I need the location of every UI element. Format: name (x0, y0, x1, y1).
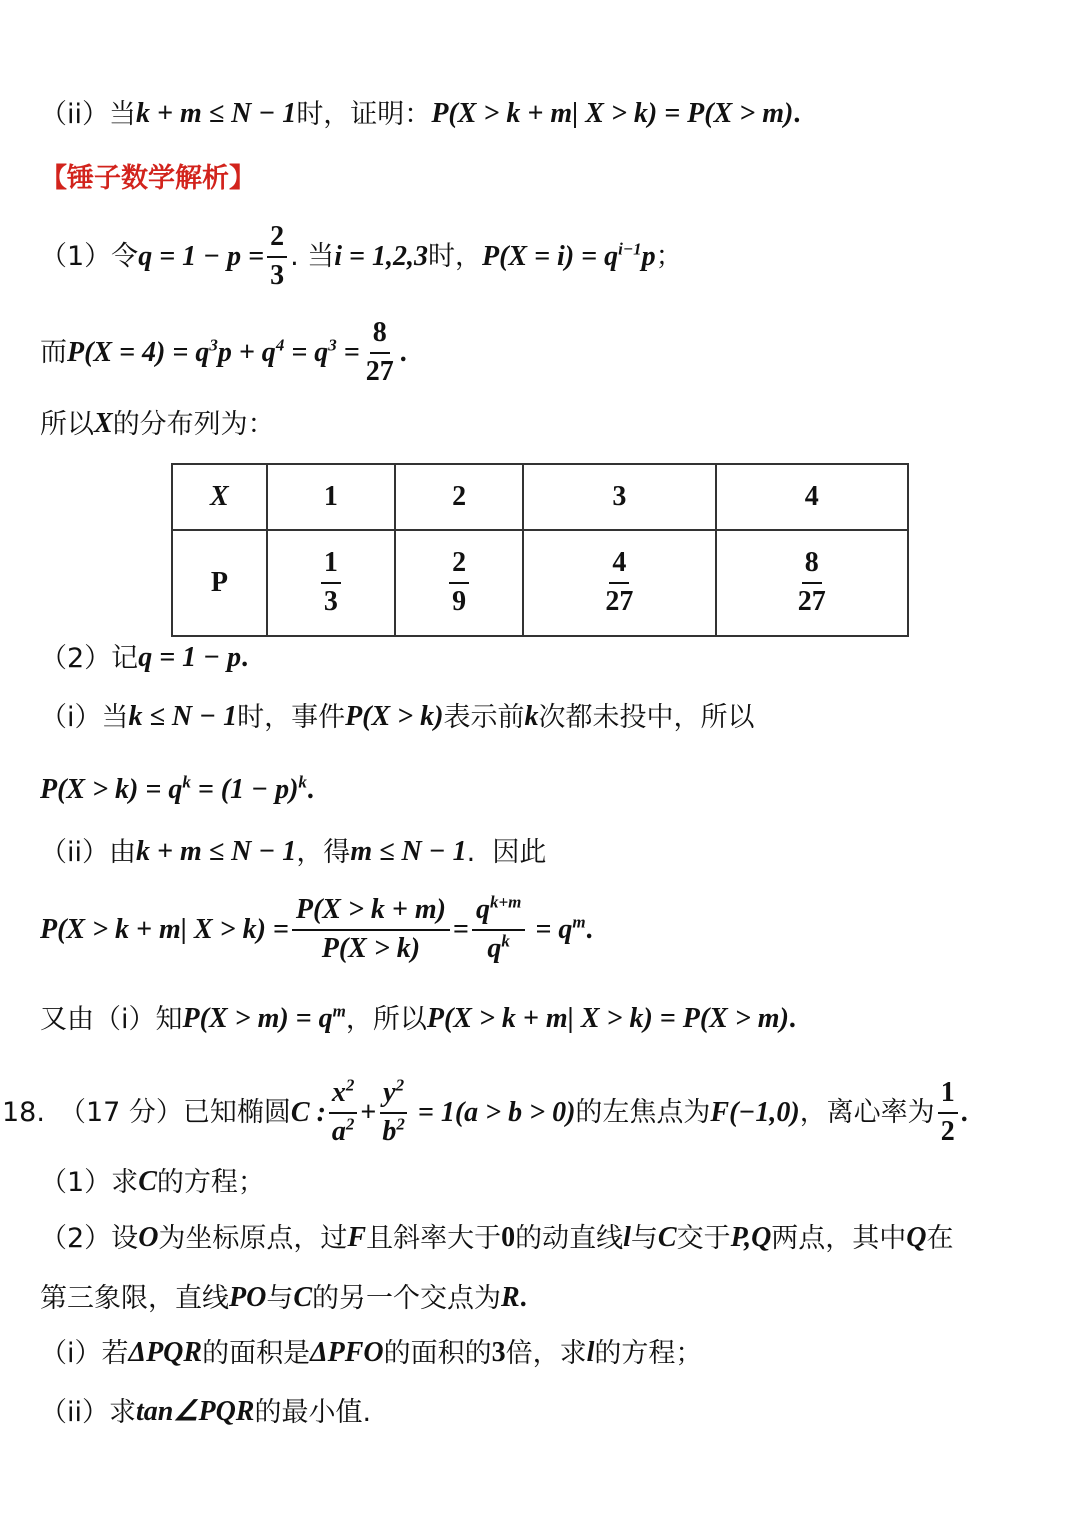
text: 与 (266, 1282, 294, 1314)
fraction-x2-a2 (329, 1075, 358, 1148)
table-header-cell: 1 (267, 464, 395, 530)
math-part: = q (528, 913, 573, 945)
text: 的面积是 (202, 1337, 311, 1369)
math-k: k (524, 701, 539, 732)
table-row (172, 464, 908, 530)
math-l: l (623, 1222, 631, 1253)
numerator: 8 (802, 548, 822, 584)
numerator: 4 (609, 548, 629, 584)
plus: + (360, 1096, 377, 1128)
question-number: 18. (2, 1097, 45, 1129)
solution-2-line (40, 644, 248, 672)
superscript: m (572, 912, 586, 932)
period: . (960, 1096, 968, 1128)
math-x: X (94, 408, 113, 439)
denominator: 27 (605, 586, 634, 617)
q18-part-ii-line (40, 1398, 371, 1426)
text: 与 (630, 1222, 658, 1254)
period: . (793, 98, 801, 129)
denominator: P(X > k) (321, 932, 421, 964)
period: . (241, 642, 249, 673)
text: . 因此 (466, 836, 547, 868)
denominator: 9 (452, 586, 467, 617)
math-lhs: P(X > k + m| X > k) = (40, 913, 289, 945)
superscript: k+m (489, 892, 522, 912)
superscript: 3 (209, 335, 218, 355)
text: 时，事件 (237, 701, 346, 733)
numerator (380, 1075, 407, 1114)
math-f: F (347, 1222, 367, 1253)
text: 表示前 (443, 701, 525, 733)
solution-2ii-formula (40, 892, 593, 965)
math-part: P(X > k) = q (40, 774, 183, 805)
math-condition: k + m ≤ N − 1 (136, 98, 297, 129)
solution-conclusion-line (40, 1001, 796, 1035)
text: 的左焦点为 (575, 1097, 711, 1129)
solution-2ii-line (40, 838, 546, 866)
text: 且斜率大于 (366, 1222, 502, 1254)
denominator: 3 (323, 586, 338, 617)
denominator: 3 (270, 259, 285, 291)
math-part: = (1 − p) (190, 774, 299, 805)
text: 所以 (40, 408, 94, 440)
superscript: 2 (395, 1075, 405, 1095)
text: 的方程； (594, 1337, 703, 1369)
part-label: （2）记 (40, 642, 139, 674)
part-label: （i）若 (40, 1337, 129, 1369)
numerator: P(X > k + m) (292, 895, 450, 931)
math-prob (481, 239, 656, 272)
math-po: PO (229, 1282, 267, 1313)
math-c: C (138, 1166, 157, 1197)
solution-heading-line (40, 165, 256, 192)
table-header-cell: X (172, 464, 267, 530)
math-statement: P(X > k + m| X > k) = P(X > m) (431, 98, 794, 129)
math-part: x (331, 1077, 346, 1108)
part-label: （1）求 (40, 1166, 139, 1198)
math-triangle-pfo: ΔPFO (310, 1337, 384, 1368)
superscript: 3 (328, 335, 337, 355)
equals: = (453, 913, 469, 945)
math-focus: F(−1,0) (710, 1096, 800, 1128)
math-part: P(X = i) = q (481, 240, 619, 272)
math-three: 3 (491, 1337, 506, 1368)
numerator: 1 (938, 1078, 958, 1114)
period: . (788, 1003, 796, 1034)
numerator: 8 (370, 318, 390, 354)
fraction-one-half (938, 1078, 958, 1148)
superscript: i−1 (618, 239, 642, 259)
math-part: P(X > m) = q (182, 1003, 333, 1034)
solution-heading: 【锤子数学解析】 (40, 163, 256, 194)
math-c: C : (290, 1096, 326, 1128)
numerator: 1 (321, 548, 341, 584)
math-tan-angle: tan∠PQR (136, 1396, 255, 1427)
math-formula (182, 1001, 346, 1034)
math-part: = q (284, 336, 329, 368)
part-label: （ii）由 (40, 836, 137, 868)
denominator (329, 1114, 358, 1148)
fraction (602, 548, 636, 618)
math-pq: P,Q (730, 1222, 772, 1253)
text: 的最小值. (254, 1396, 372, 1428)
numerator (329, 1075, 358, 1114)
math-zero: 0 (501, 1222, 516, 1253)
table-row (172, 530, 908, 636)
table-cell (523, 530, 715, 636)
math-p4 (67, 335, 360, 368)
fraction (321, 548, 341, 618)
math-o: O (138, 1222, 159, 1253)
q18-part-i-line (40, 1339, 702, 1367)
math-part: q (487, 932, 502, 964)
text: ，得 (296, 836, 351, 868)
fraction (449, 548, 469, 618)
fraction-y2-b2 (379, 1075, 408, 1148)
text: 的分布列为： (112, 408, 275, 440)
math-m: m ≤ N − 1 (350, 836, 467, 867)
text: . 当 (290, 241, 335, 273)
text: 的动直线 (515, 1222, 624, 1254)
table-cell (716, 530, 908, 636)
solution-2i-line (40, 703, 754, 731)
superscript: 2 (345, 1114, 355, 1134)
part-label: （2）设 (40, 1222, 139, 1254)
superscript: k (501, 931, 510, 951)
math-condition: k + m ≤ N − 1 (136, 836, 297, 867)
solution-1-line (40, 222, 683, 292)
text: 两点，其中 (771, 1222, 907, 1254)
part-label: （ii） (40, 98, 110, 130)
math-part: y (383, 1077, 396, 1108)
q18-part-1-line (40, 1168, 265, 1196)
text: ； (655, 241, 683, 273)
math-i-values: i = 1,2,3 (334, 240, 428, 272)
fraction-q-power (472, 892, 525, 965)
superscript: k (298, 772, 307, 792)
math-part: a (331, 1115, 346, 1147)
math-q: Q (906, 1222, 927, 1253)
math-part: p + q (217, 336, 276, 368)
solution-2i-formula (40, 772, 314, 805)
math-triangle-pqr: ΔPQR (128, 1337, 203, 1368)
text: 交于 (676, 1222, 731, 1254)
superscript: 4 (275, 335, 285, 355)
text: ，离心率为 (799, 1097, 935, 1129)
distribution-table (171, 463, 909, 637)
math-result (528, 912, 586, 945)
superscript: m (332, 1001, 346, 1021)
part-label: （ii）求 (40, 1396, 137, 1428)
distribution-intro-line (40, 410, 275, 438)
q18-part-2-line (40, 1224, 954, 1252)
denominator: 27 (797, 586, 826, 617)
math-part: q (475, 894, 490, 925)
part-label: （i）当 (40, 701, 129, 733)
superscript: k (182, 772, 191, 792)
fraction-two-thirds (267, 222, 287, 292)
math-event: P(X > k) (345, 701, 444, 732)
table-header-cell: 2 (395, 464, 523, 530)
fraction (795, 548, 829, 618)
denominator (483, 931, 514, 965)
table-header-cell: 4 (716, 464, 908, 530)
text: 为坐标原点，过 (158, 1222, 348, 1254)
math-ellipse-eq: = 1(a > b > 0) (410, 1096, 576, 1128)
denominator: 2 (940, 1115, 955, 1147)
math-formula (40, 772, 307, 805)
text: 而 (40, 337, 67, 369)
text: ，所以 (345, 1003, 427, 1035)
text: 的另一个交点为 (312, 1282, 502, 1314)
math-c: C (293, 1282, 313, 1313)
period: . (399, 336, 407, 368)
numerator (472, 892, 525, 931)
text: 次都未投中，所以 (538, 701, 755, 733)
math-part: = (336, 336, 360, 368)
fraction-8-27 (363, 318, 397, 388)
math-part: b (382, 1115, 397, 1147)
text: 又由（i）知 (40, 1003, 183, 1035)
period: . (585, 913, 593, 945)
denominator (379, 1114, 408, 1148)
text: 倍，求 (505, 1337, 587, 1369)
text: 在 (926, 1222, 954, 1254)
text: 第三象限，直线 (40, 1282, 229, 1314)
math-part: p (641, 240, 656, 272)
period: . (306, 774, 314, 805)
superscript: 2 (396, 1114, 405, 1134)
fraction-conditional (292, 895, 450, 965)
text: 时， (427, 241, 482, 273)
math-c: C (657, 1222, 677, 1253)
table-header-cell: 3 (523, 464, 715, 530)
table-cell (395, 530, 523, 636)
text: 当 (109, 98, 137, 130)
math-r: R (501, 1282, 520, 1313)
math-condition: k ≤ N − 1 (128, 701, 238, 732)
text: 的面积的 (383, 1337, 492, 1369)
math-q-def: q = 1 − p (138, 642, 242, 673)
solution-p4-line (40, 318, 407, 388)
text: 时，证明： (296, 98, 432, 130)
superscript: 2 (345, 1075, 355, 1095)
table-cell (267, 530, 395, 636)
denominator: 27 (365, 355, 394, 387)
table-row-label: P (172, 530, 267, 636)
q17-part-ii-line (40, 100, 800, 128)
q18-statement-line (2, 1075, 968, 1148)
math-l: l (586, 1337, 595, 1368)
part-label: （1）令 (40, 241, 139, 273)
text: （17 分）已知椭圆 (58, 1097, 291, 1129)
math-part: P(X = 4) = q (67, 336, 210, 368)
math-conclusion: P(X > k + m| X > k) = P(X > m) (426, 1003, 789, 1034)
numerator: 2 (449, 548, 469, 584)
math-q-def: q = 1 − p = (138, 240, 265, 272)
q18-part-2-line-2 (40, 1284, 527, 1312)
numerator: 2 (267, 222, 287, 258)
text: 的方程； (156, 1166, 265, 1198)
period: . (519, 1282, 527, 1313)
